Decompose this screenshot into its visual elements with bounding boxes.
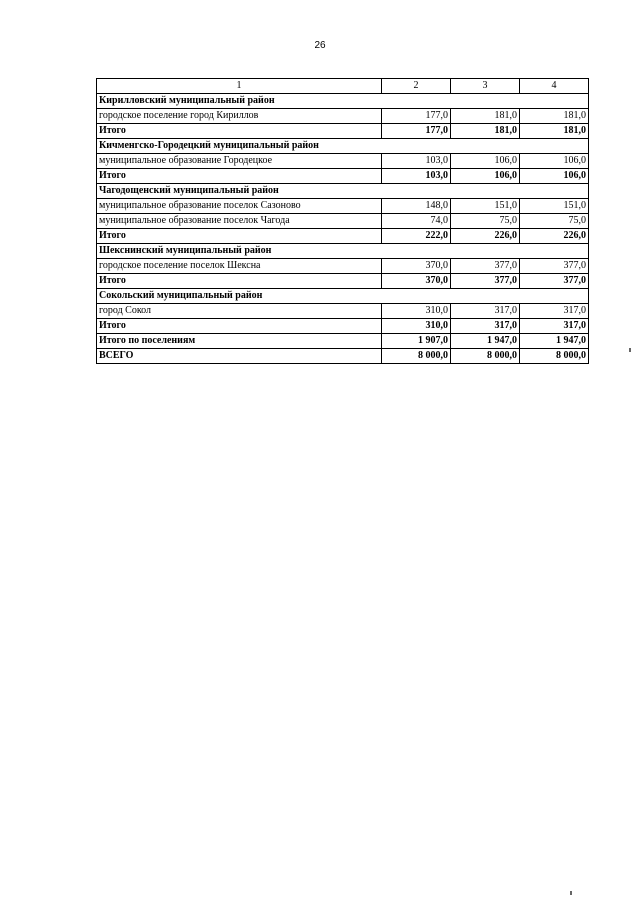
value-cell-col-3: 317,0	[451, 304, 520, 319]
value-cell-col-4: 181,0	[520, 124, 589, 139]
district-heading-row	[97, 244, 589, 259]
value-cell-col-2: 310,0	[382, 319, 451, 334]
value-cell-col-3: 377,0	[451, 274, 520, 289]
table-row	[97, 199, 589, 214]
district-heading-row	[97, 289, 589, 304]
district-heading-row	[97, 139, 589, 154]
value-cell-col-3: 317,0	[451, 319, 520, 334]
value-cell-col-2: 177,0	[382, 109, 451, 124]
value-cell-col-4: 317,0	[520, 319, 589, 334]
value-cell-col-4: 151,0	[520, 199, 589, 214]
total-row	[97, 319, 589, 334]
scan-mark	[570, 891, 572, 895]
value-cell-col-3: 181,0	[451, 124, 520, 139]
total-row	[97, 349, 589, 364]
value-cell-col-2: 222,0	[382, 229, 451, 244]
table-row	[97, 304, 589, 319]
value-cell-col-2: 103,0	[382, 169, 451, 184]
value-cell-col-4: 106,0	[520, 154, 589, 169]
header-cell-1: 1	[97, 79, 382, 94]
value-cell-col-4: 317,0	[520, 304, 589, 319]
value-cell-col-4: 226,0	[520, 229, 589, 244]
settlement-name: городское поселение город Кириллов	[97, 109, 382, 124]
total-row	[97, 334, 589, 349]
value-cell-col-4: 377,0	[520, 274, 589, 289]
value-cell-col-3: 1 947,0	[451, 334, 520, 349]
settlement-name: муниципальное образование поселок Сазоново	[97, 199, 382, 214]
value-cell-col-4: 181,0	[520, 109, 589, 124]
value-cell-col-3: 377,0	[451, 259, 520, 274]
total-label: Итого	[97, 319, 382, 334]
header-cell-4: 4	[520, 79, 589, 94]
table-header-row	[97, 79, 589, 94]
district-name: Шекснинский муниципальный район	[97, 244, 589, 259]
district-name: Сокольский муниципальный район	[97, 289, 589, 304]
total-label: Итого по поселениям	[97, 334, 382, 349]
settlement-name: муниципальное образование Городецкое	[97, 154, 382, 169]
value-cell-col-2: 103,0	[382, 154, 451, 169]
value-cell-col-4: 8 000,0	[520, 349, 589, 364]
total-label: Итого	[97, 274, 382, 289]
value-cell-col-4: 1 947,0	[520, 334, 589, 349]
value-cell-col-2: 8 000,0	[382, 349, 451, 364]
value-cell-col-4: 106,0	[520, 169, 589, 184]
value-cell-col-3: 151,0	[451, 199, 520, 214]
district-name: Кирилловский муниципальный район	[97, 94, 589, 109]
value-cell-col-2: 310,0	[382, 304, 451, 319]
total-row	[97, 229, 589, 244]
value-cell-col-4: 377,0	[520, 259, 589, 274]
table-row	[97, 214, 589, 229]
district-heading-row	[97, 94, 589, 109]
district-name: Кичменгско-Городецкий муниципальный район	[97, 139, 589, 154]
budget-table	[96, 78, 589, 364]
total-label: Итого	[97, 229, 382, 244]
settlement-name: муниципальное образование поселок Чагода	[97, 214, 382, 229]
value-cell-col-2: 74,0	[382, 214, 451, 229]
header-cell-3: 3	[451, 79, 520, 94]
scan-mark	[629, 348, 631, 352]
header-cell-2: 2	[382, 79, 451, 94]
total-label: Итого	[97, 169, 382, 184]
table-row	[97, 109, 589, 124]
value-cell-col-3: 181,0	[451, 109, 520, 124]
value-cell-col-2: 370,0	[382, 274, 451, 289]
district-name: Чагодощенский муниципальный район	[97, 184, 589, 199]
value-cell-col-3: 75,0	[451, 214, 520, 229]
total-row	[97, 274, 589, 289]
value-cell-col-2: 177,0	[382, 124, 451, 139]
table-row	[97, 259, 589, 274]
table-body	[97, 79, 589, 364]
settlement-name: городское поселение поселок Шексна	[97, 259, 382, 274]
total-row	[97, 124, 589, 139]
value-cell-col-2: 370,0	[382, 259, 451, 274]
value-cell-col-3: 8 000,0	[451, 349, 520, 364]
value-cell-col-4: 75,0	[520, 214, 589, 229]
district-heading-row	[97, 184, 589, 199]
value-cell-col-2: 148,0	[382, 199, 451, 214]
total-label: ВСЕГО	[97, 349, 382, 364]
settlement-name: город Сокол	[97, 304, 382, 319]
value-cell-col-3: 106,0	[451, 169, 520, 184]
value-cell-col-3: 106,0	[451, 154, 520, 169]
value-cell-col-3: 226,0	[451, 229, 520, 244]
total-row	[97, 169, 589, 184]
table-row	[97, 154, 589, 169]
page-number: 26	[314, 40, 326, 51]
total-label: Итого	[97, 124, 382, 139]
value-cell-col-2: 1 907,0	[382, 334, 451, 349]
